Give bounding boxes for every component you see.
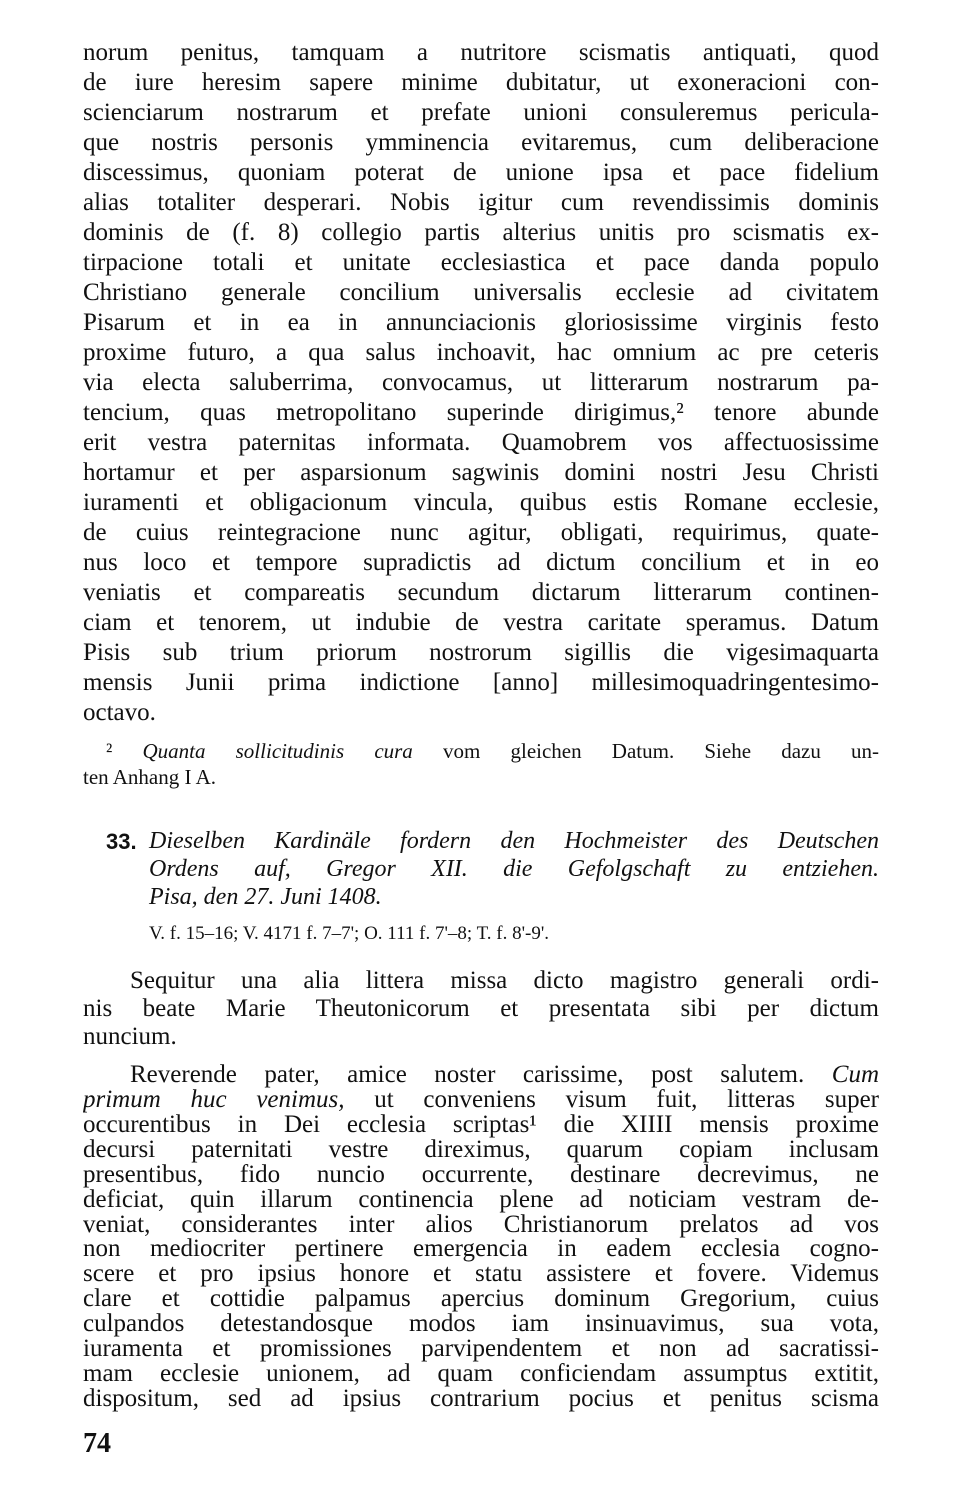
text-line: Sequitur una alia littera missa dicto magistro generali ordi-	[130, 967, 879, 994]
text-line: iuramenta et promissiones parvipendentem et non ad sacratissi-	[83, 1335, 879, 1363]
text-line: deficiat, quin illarum continencia plene ad noticiam vestram de-	[83, 1185, 879, 1213]
page-number: 74	[83, 1428, 111, 1459]
text-line: Christiano generale concilium universalis ecclesie ad civitatem	[83, 279, 879, 306]
text-line: non mediocriter pertinere emergencia in eadem ecclesia cogno-	[83, 1235, 879, 1263]
footnote-text: vom gleichen Datum. Siehe dazu un-	[442, 739, 879, 763]
text-line: scienciarum nostrarum et prefate unioni consuleremus pericula-	[83, 99, 879, 126]
text-line: alias totaliter desperari. Nobis igitur cum revendissimis dominis	[83, 189, 879, 216]
footnote-line: ten Anhang I A.	[83, 765, 216, 789]
text-line: hortamur et per asparsionum sagwinis domini nostri Jesu Christi	[83, 459, 879, 486]
footnote-line	[106, 738, 879, 764]
text-line: de cuius reintegracione nunc agitur, obligati, requirimus, quate-	[83, 519, 879, 546]
footnote-italic: Quanta sollicitudinis cura	[142, 739, 413, 763]
text-line: iuramenti et obligacionum vincula, quibus estis Romane ecclesie,	[83, 489, 879, 516]
text-line: tirpacione totali et unitate ecclesiastica et pace danda populo	[83, 249, 879, 276]
text-line: de iure heresim sapere minime dubitatur, ut exoneracioni con-	[83, 69, 879, 96]
text-segment: Reverende pater, amice noster carissime, post salutem.	[130, 1061, 805, 1088]
text-line: erit vestra paternitas informata. Quamobrem vos affectuosissime	[83, 429, 879, 456]
text-italic: primum huc venimus,	[83, 1085, 345, 1113]
text-line: proxime futuro, a qua salus inchoavit, hac omnium ac pre ceteris	[83, 339, 879, 366]
text-line: scere et pro ipsius honore et statu assistere et fovere. Videmus	[83, 1260, 879, 1288]
text-line: mensis Junii prima indictione [anno] millesimoquadringentesimo-	[83, 669, 879, 696]
text-line: tencium, quas metropolitano superinde dirigimus,² tenore abunde	[83, 399, 879, 426]
heading-line: Pisa, den 27. Juni 1408.	[149, 884, 382, 910]
text-line: dominis de (f. 8) collegio partis alterius unitis pro scismatis ex-	[83, 219, 879, 246]
text-line: veniat, considerantes inter alios Christianorum prelatos ad vos	[83, 1210, 879, 1238]
text-line: Pisis sub trium priorum nostrorum sigillis die vigesimaquarta	[83, 639, 879, 666]
text-line: nis beate Marie Theutonicorum et presentata sibi per dictum	[83, 995, 879, 1022]
text-line: culpandos detestandosque modos iam insinuavimus, sua vota,	[83, 1310, 879, 1338]
text-line: occurentibus in Dei ecclesia scriptas¹ die XIIII mensis proxime	[83, 1110, 879, 1138]
text-line: presentibus, fido nuncio occurrente, destinare decrevimus, ne	[83, 1160, 879, 1188]
text-line: dispositum, sed ad ipsius contrarium pocius et penitus scisma	[83, 1385, 879, 1412]
text-line: Pisarum et in ea in annunciacionis gloriosissime virginis festo	[83, 309, 879, 336]
heading-line: Dieselben Kardinäle fordern den Hochmeister des Deutschen	[149, 828, 879, 854]
footnote-marker: ²	[106, 739, 113, 763]
source-reference: V. f. 15–16; V. 4171 f. 7–7'; O. 111 f. 7'–8; T. f. 8'-9'.	[149, 923, 550, 944]
text-line: discessimus, quoniam poterat de unione ipsa et pace fidelium	[83, 159, 879, 186]
text-line: mam ecclesie unionem, ad quam conficiendam assumptus extitit,	[83, 1360, 879, 1388]
text-segment: ut conveniens visum fuit, litteras super	[374, 1085, 879, 1113]
heading-line: Ordens auf, Gregor XII. die Gefolgschaft zu entziehen.	[149, 856, 879, 882]
text-line: via electa saluberrima, convocamus, ut litterarum nostrarum pa-	[83, 369, 879, 396]
text-italic: Cum	[831, 1061, 879, 1088]
text-line: octavo.	[83, 699, 156, 726]
text-line: norum penitus, tamquam a nutritore scismatis antiquati, quod	[83, 39, 879, 66]
text-line: decursi paternitati vestre direximus, quarum copiam inclusam	[83, 1135, 879, 1163]
text-line: veniatis et compareatis secundum dictarum litterarum continen-	[83, 579, 879, 606]
text-line: nus loco et tempore supradictis ad dictum concilium et in eo	[83, 549, 879, 576]
text-line: clare et cottidie palpamus apercius dominum Gregorium, cuius	[83, 1285, 879, 1313]
text-line: que nostris personis ymminencia evitaremus, cum deliberacione	[83, 129, 879, 156]
heading-number: 33.	[106, 829, 137, 854]
text-line: ciam et tenorem, ut indubie de vestra caritate speramus. Datum	[83, 609, 879, 636]
text-line: nuncium.	[83, 1023, 177, 1050]
